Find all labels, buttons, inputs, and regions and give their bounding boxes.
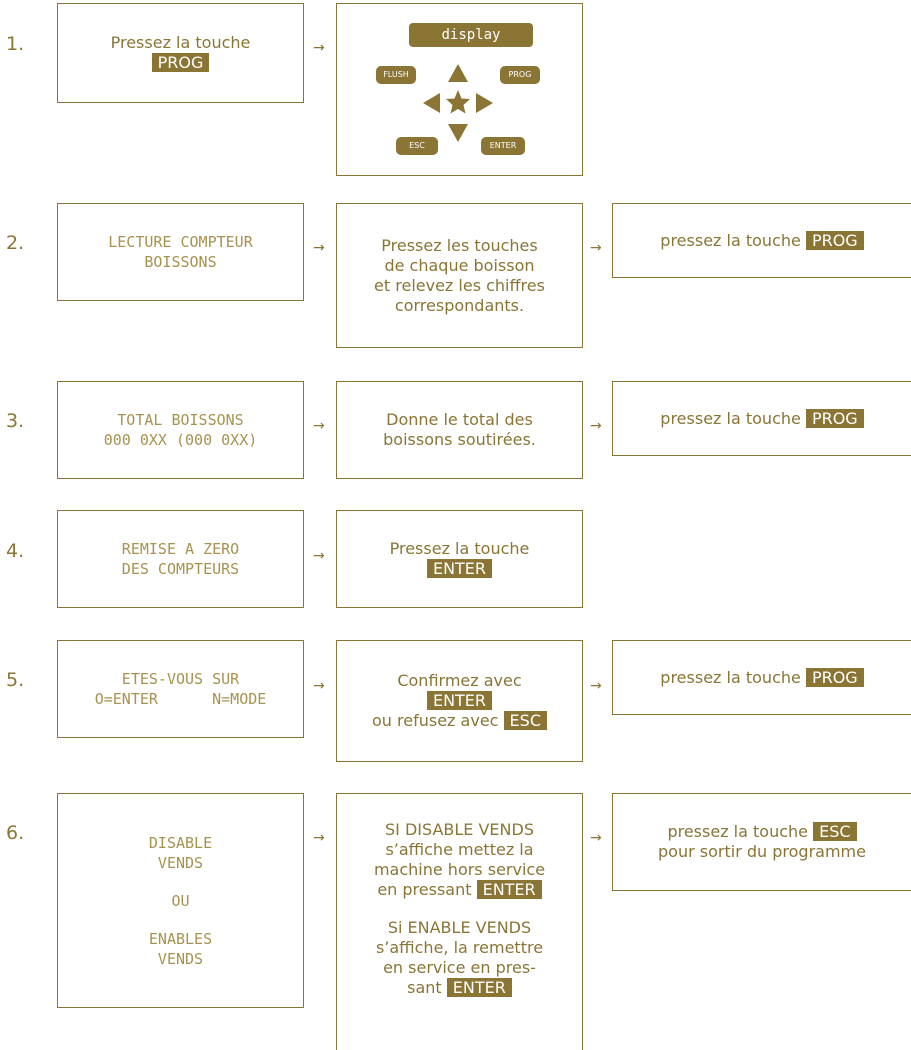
step-2-display-box — [57, 203, 304, 301]
step-1-instruction-box — [57, 3, 304, 103]
step-6-right-text: pressez la touche — [667, 822, 808, 841]
step-6-middle-b-line-3: en service en pres- — [383, 958, 536, 977]
step-6-display-line-1: DISABLE — [148, 833, 213, 852]
step-6-middle-box — [336, 793, 583, 1050]
step-4-middle-key: ENTER — [427, 559, 492, 578]
step-1-number: 1. — [6, 33, 25, 55]
step-5-display-line-1: ETES-VOUS SUR — [121, 670, 240, 688]
step-6-middle-a-key: ENTER — [477, 880, 542, 899]
step-5-number: 5. — [6, 669, 25, 691]
step-5-display-box — [57, 640, 304, 738]
step-5-right-box — [612, 640, 911, 715]
step-2-middle-line-4: correspondants. — [394, 295, 525, 315]
step-3-right-box — [612, 381, 911, 456]
arrow-up-icon[interactable] — [448, 64, 468, 82]
keypad-enter-button[interactable]: ENTER — [481, 137, 525, 155]
step-5-right-key: PROG — [806, 668, 864, 687]
step-2-display-line-1: LECTURE COMPTEUR — [108, 233, 253, 251]
arrow-right-icon[interactable] — [476, 93, 493, 113]
step-6-right-box — [612, 793, 911, 891]
step-6-middle-a-line-2: s’affiche mettez la — [385, 840, 534, 859]
step-6-middle-b-key: ENTER — [447, 978, 512, 997]
star-icon[interactable] — [446, 90, 470, 114]
step-3-middle-box — [336, 381, 583, 479]
step-6-middle-a-line-1: SI DISABLE VENDS — [385, 820, 534, 839]
keypad-display: display — [409, 23, 533, 47]
step-2-number: 2. — [6, 232, 25, 254]
step-2-arrow-2: → — [590, 240, 602, 256]
step-2-right-text: pressez la touche — [660, 230, 801, 250]
step-6-number: 6. — [6, 822, 25, 844]
arrow-left-icon[interactable] — [423, 93, 440, 113]
step-6-display-box — [57, 793, 304, 1008]
step-6-middle-b-line-4: sant — [407, 978, 442, 997]
step-6-arrow-2: → — [590, 830, 602, 846]
step-3-number: 3. — [6, 410, 25, 432]
step-2-middle-line-1: Pressez les touches — [381, 235, 538, 255]
keypad-esc-button[interactable]: ESC — [396, 137, 438, 155]
step-6-right-line-2: pour sortir du programme — [658, 842, 866, 861]
step-3-display-box — [57, 381, 304, 479]
step-5-arrow-1: → — [313, 678, 325, 694]
step-3-display-line-2: 000 0XX (000 0XX) — [103, 431, 258, 449]
step-2-middle-line-2: de chaque boisson — [384, 255, 535, 275]
step-1-arrow: → — [313, 40, 325, 56]
step-2-middle-box — [336, 203, 583, 348]
step-2-right-key: PROG — [806, 231, 864, 250]
step-4-middle-text: Pressez la touche — [389, 539, 530, 558]
step-4-display-line-2: DES COMPTEURS — [121, 560, 240, 578]
step-6-middle-b-line-2: s’affiche, la remettre — [375, 938, 544, 957]
step-2-right-box — [612, 203, 911, 278]
keypad-flush-button[interactable]: FLUSH — [376, 66, 416, 84]
step-4-arrow: → — [313, 548, 325, 564]
step-5-middle-key-enter: ENTER — [427, 691, 492, 710]
step-3-middle-line-2: boissons soutirées. — [383, 430, 536, 449]
step-3-right-key: PROG — [806, 409, 864, 428]
step-4-middle-box — [336, 510, 583, 608]
step-5-display-line-2: O=ENTER N=MODE — [94, 690, 267, 708]
step-5-middle-box — [336, 640, 583, 762]
step-6-right-key: ESC — [813, 822, 856, 841]
step-6-display-line-3: OU — [171, 891, 190, 910]
step-2-arrow-1: → — [313, 240, 325, 256]
step-3-display-line-1: TOTAL BOISSONS — [117, 411, 244, 429]
step-6-middle-a-line-3: machine hors service — [373, 860, 546, 879]
step-6-display-line-4: ENABLES — [148, 929, 213, 948]
step-5-arrow-2: → — [590, 678, 602, 694]
step-3-right-text: pressez la touche — [660, 408, 801, 428]
step-3-arrow-1: → — [313, 418, 325, 434]
step-5-middle-key-esc: ESC — [504, 711, 547, 730]
keypad-prog-button[interactable]: PROG — [500, 66, 540, 84]
step-5-middle-text-1: Confirmez avec — [397, 671, 522, 690]
step-4-number: 4. — [6, 540, 25, 562]
step-4-display-box — [57, 510, 304, 608]
step-2-display-line-2: BOISSONS — [144, 253, 217, 271]
step-4-display-line-1: REMISE A ZERO — [121, 540, 240, 558]
step-6-arrow-1: → — [313, 830, 325, 846]
step-1-key-prog: PROG — [152, 53, 210, 72]
step-1-text: Pressez la touche — [110, 33, 251, 52]
step-2-middle-line-3: et relevez les chiffres — [374, 275, 545, 295]
step-5-middle-text-2: ou refusez avec — [372, 711, 499, 730]
step-6-display-line-2: VENDS — [157, 853, 204, 872]
step-5-right-text: pressez la touche — [660, 667, 801, 687]
step-6-middle-b-line-1: Si ENABLE VENDS — [387, 918, 532, 937]
step-6-display-line-5: VENDS — [157, 949, 204, 968]
arrow-down-icon[interactable] — [448, 124, 468, 142]
step-6-middle-a-line-4: en pressant — [377, 880, 472, 899]
keypad-dpad — [420, 62, 496, 144]
step-3-middle-line-1: Donne le total des — [386, 410, 533, 429]
step-3-arrow-2: → — [590, 418, 602, 434]
